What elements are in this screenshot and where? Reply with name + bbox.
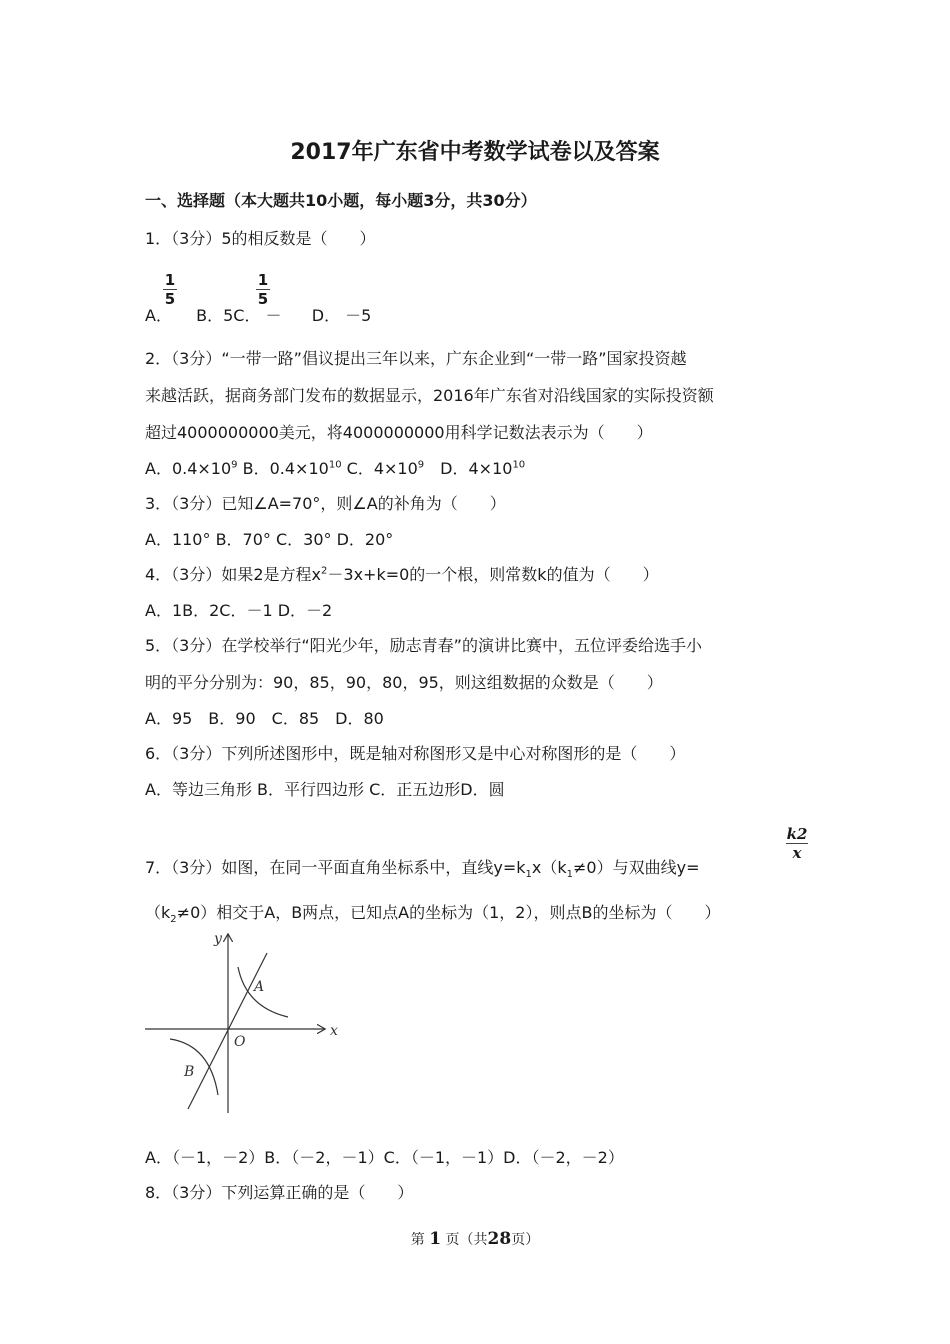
question-4-stem: 4．（3分）如果2是方程$x^2-3x+k=0$的一个根，则常数k的值为（ ）	[145, 565, 659, 584]
q1-option-a: A．	[145, 306, 172, 325]
question-3-stem: 3．（3分）已知∠A=70°，则∠A的补角为（ ）	[145, 494, 506, 513]
axis-label-y: y	[214, 931, 222, 947]
question-2-line-2: 来越活跃，据商务部门发布的数据显示，2016年广东省对沿线国家的实际投资额	[145, 386, 714, 405]
q7-fraction-k2-over-x: k2 x	[786, 825, 808, 862]
question-7-line-2: $(k_2\ne 0)$相交于A，B两点，已知点A的坐标为（1，2），则点B的坐标为（ ）	[145, 903, 721, 926]
q1-fraction-c: 1 5	[257, 271, 269, 308]
question-2-options: A．$0.4\times 10^9$ B．$0.4\times 10^{10}$ C．$4\times 10^9$ D．$4\times 10^{10}$	[145, 459, 526, 478]
q1-fraction-a: 1 5	[164, 271, 176, 308]
section-heading: 一、选择题（本大题共10小题，每小题3分，共30分）	[145, 191, 537, 210]
page-title: 2017年广东省中考数学试卷以及答案	[290, 140, 660, 165]
question-2-line-3: 超过4000000000美元，将4000000000用科学记数法表示为（ ）	[145, 423, 653, 442]
page-number: 1	[429, 1229, 442, 1249]
axis-label-x: x	[330, 1023, 338, 1039]
question-8-stem: 8．（3分）下列运算正确的是（ ）	[145, 1183, 414, 1202]
question-1-stem: 1．（3分）5的相反数是（ ）	[145, 229, 376, 248]
point-b-label: B	[184, 1064, 195, 1080]
question-5-line-1: 5．（3分）在学校举行“阳光少年，励志青春”的演讲比赛中，五位评委给选手小	[145, 636, 702, 655]
question-5-options: A．95 B．90 C．85 D．80	[145, 709, 384, 728]
question-6-stem: 6．（3分）下列所述图形中，既是轴对称图形又是中心对称图形的是（ ）	[145, 744, 686, 763]
question-7-line-1: 7．（3分）如图，在同一平面直角坐标系中，直线$y=k_1x(k_1\ne 0)$与双曲线y=	[145, 858, 700, 881]
point-a-label: A	[254, 979, 265, 995]
q1-option-b-c: B．5C． －	[196, 306, 282, 325]
q1-option-d: D． －5	[311, 306, 372, 325]
origin-label: O	[234, 1034, 246, 1050]
coordinate-graph	[140, 925, 350, 1115]
question-4-options: A．1B．2C．－1 D．－2	[145, 601, 333, 620]
total-pages: 28	[487, 1229, 512, 1249]
question-5-line-2: 明的平分分别为：90，85，90，80，95，则这组数据的众数是（ ）	[145, 673, 663, 692]
question-3-options: A．110° B．70° C．30° D．20°	[145, 530, 394, 549]
page-footer: 第 1 页（共28页）	[410, 1229, 540, 1249]
question-2-line-1: 2．（3分）“一带一路”倡议提出三年以来，广东企业到“一带一路”国家投资越	[145, 349, 687, 368]
question-6-options: A．等边三角形 B．平行四边形 C．正五边形D．圆	[145, 780, 505, 799]
question-7-options: A．（－1，－2）B．（－2，－1）C．（－1，－1）D．（－2，－2）	[145, 1148, 624, 1167]
